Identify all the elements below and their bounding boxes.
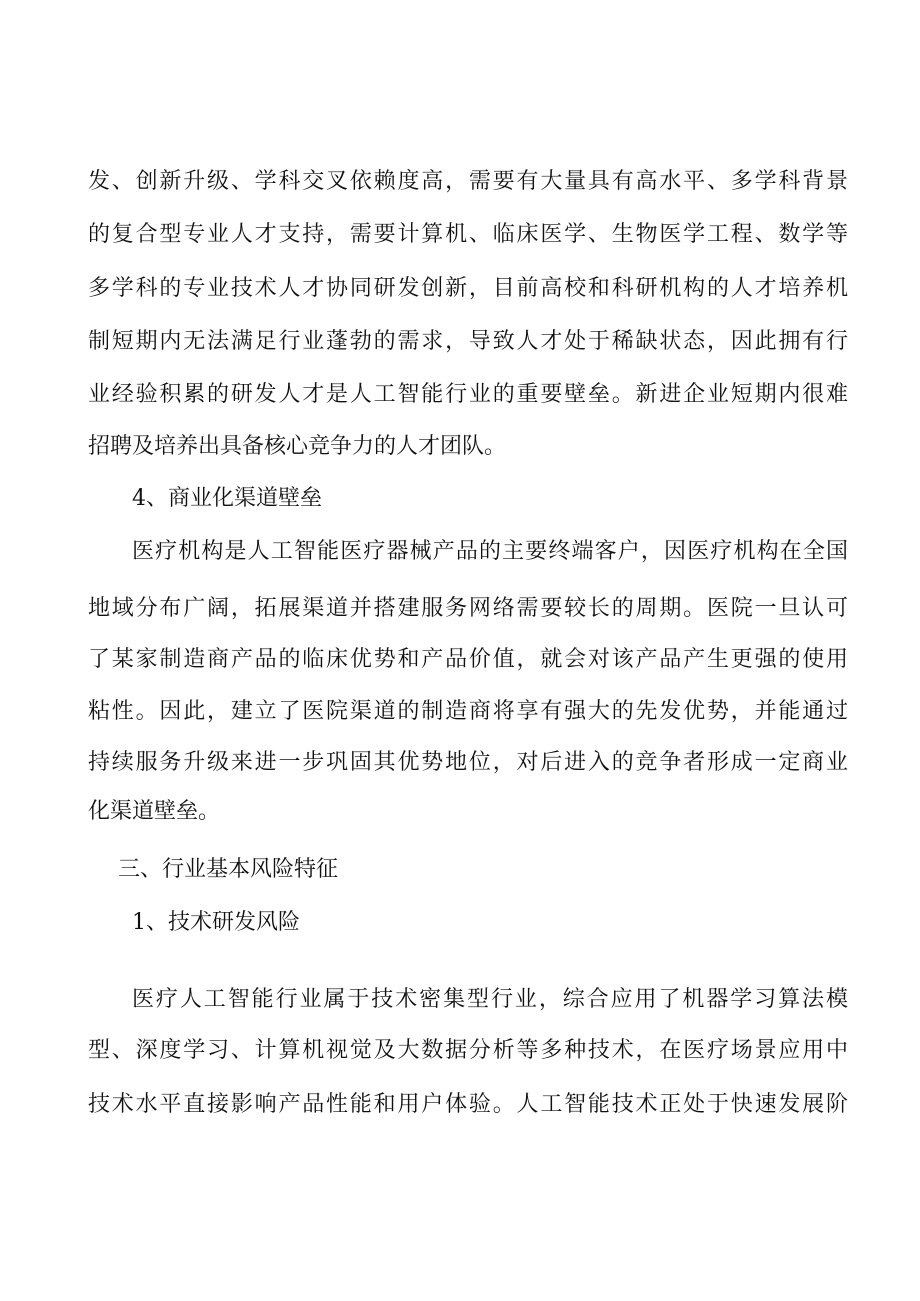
paragraph-2-line-3: 了某家制造商产品的临床优势和产品价值，就会对该产品产生更强的使用 (88, 647, 848, 672)
paragraph-1-line-2: 的复合型专业人才支持，需要计算机、临床医学、生物医学工程、数学等 (88, 222, 848, 247)
paragraph-2-line-4: 粘性。因此，建立了医院渠道的制造商将享有强大的先发优势，并能通过 (88, 699, 848, 724)
subheading-commercial-channel-barrier: 4、商业化渠道壁垒 (132, 486, 322, 511)
section-heading-industry-risks: 三、行业基本风险特征 (118, 857, 339, 882)
paragraph-3-line-1: 医疗人工智能行业属于技术密集型行业，综合应用了机器学习算法模 (132, 987, 848, 1012)
paragraph-1-line-4: 制短期内无法满足行业蓬勃的需求，导致人才处于稀缺状态，因此拥有行 (88, 329, 848, 354)
paragraph-3-line-3: 技术水平直接影响产品性能和用户体验。人工智能技术正处于快速发展阶 (88, 1092, 848, 1117)
paragraph-1-line-6: 招聘及培养出具备核心竞争力的人才团队。 (88, 434, 507, 459)
paragraph-1-line-5: 业经验积累的研发人才是人工智能行业的重要壁垒。新进企业短期内很难 (88, 382, 848, 407)
paragraph-2-line-5: 持续服务升级来进一步巩固其优势地位，对后进入的竞争者形成一定商业 (88, 750, 848, 775)
paragraph-1-line-1: 发、创新升级、学科交叉依赖度高，需要有大量具有高水平、多学科背景 (88, 169, 848, 194)
paragraph-2-line-1: 医疗机构是人工智能医疗器械产品的主要终端客户，因医疗机构在全国 (132, 539, 848, 564)
paragraph-1-line-3: 多学科的专业技术人才协同研发创新，目前高校和科研机构的人才培养机 (88, 276, 848, 301)
paragraph-3-line-2: 型、深度学习、计算机视觉及大数据分析等多种技术，在医疗场景应用中 (88, 1038, 848, 1063)
paragraph-2-line-2: 地域分布广阔，拓展渠道并搭建服务网络需要较长的周期。医院一旦认可 (88, 596, 848, 621)
paragraph-2-line-6: 化渠道壁垒。 (88, 799, 221, 824)
subheading-tech-rd-risk: 1、技术研发风险 (132, 910, 300, 935)
